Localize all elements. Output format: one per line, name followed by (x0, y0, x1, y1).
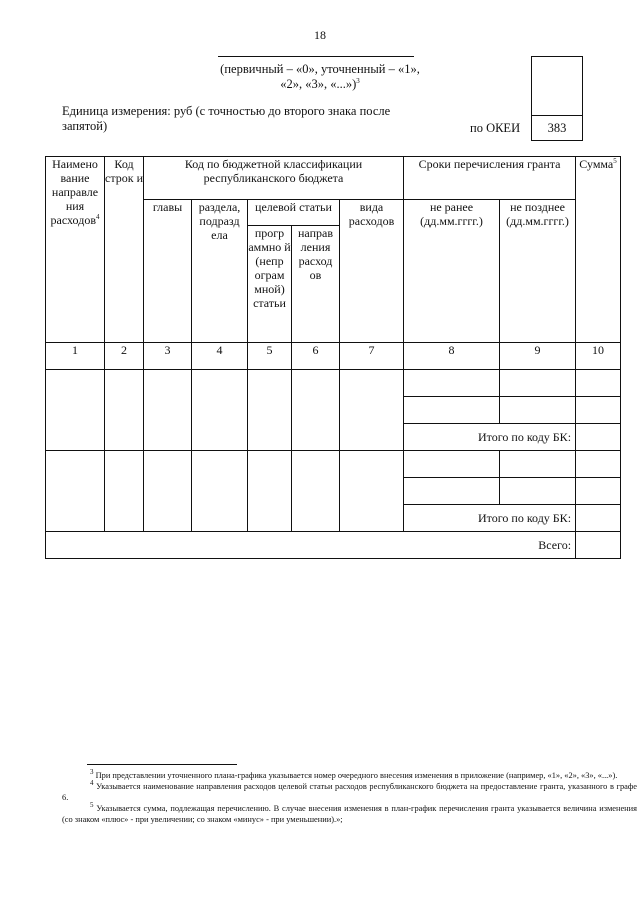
table-cell[interactable] (404, 397, 500, 424)
table-cell[interactable] (192, 370, 248, 451)
report-number-line (218, 56, 414, 57)
okei-label: по ОКЕИ (470, 121, 521, 135)
subtotal-value[interactable] (576, 424, 621, 451)
footnote (62, 781, 637, 803)
col-number: 4 (192, 343, 248, 370)
version-note-footnote-ref: 3 (356, 76, 360, 85)
header-line-code: Код строк и (105, 157, 144, 343)
footnote (62, 803, 637, 825)
col-number: 10 (576, 343, 621, 370)
col-number: 9 (500, 343, 576, 370)
table-cell[interactable] (500, 478, 576, 505)
header-not-later: не позднее (дд.мм.гггг.) (500, 200, 576, 343)
header-not-earlier: не ранее (дд.мм.гггг.) (404, 200, 500, 343)
footnote-ref: 5 (90, 801, 94, 810)
footnote-separator (87, 764, 237, 765)
table-row (46, 451, 621, 478)
header-expense-type: вида расходов (340, 200, 404, 343)
header-sum-footnote-ref: 5 (613, 157, 617, 165)
header-expense-name (46, 157, 105, 343)
table-cell[interactable] (144, 370, 192, 451)
table-cell[interactable] (292, 370, 340, 451)
table-cell[interactable] (500, 451, 576, 478)
unit-of-measure: Единица измерения: руб (с точностью до второго знака после запятой) (62, 104, 391, 133)
footnotes (62, 770, 637, 825)
table-cell[interactable] (576, 370, 621, 397)
footnote (62, 770, 637, 781)
version-note-text: (первичный – «0», уточненный – «1», «2», «3», «...») (220, 62, 420, 91)
page-number: 18 (314, 28, 326, 42)
table-cell[interactable] (404, 370, 500, 397)
table-cell[interactable] (105, 451, 144, 532)
table-cell[interactable] (105, 370, 144, 451)
header-expense-name-text: Наимено вание направле ния расходов (50, 157, 99, 227)
table-cell[interactable] (500, 397, 576, 424)
col-number: 3 (144, 343, 192, 370)
table-cell[interactable] (192, 451, 248, 532)
footnote-text: При представлении уточненного плана-графика указывается номер очередного внесения изменения в приложение (например, «1», «2», «3», «...»). (95, 771, 618, 780)
table-cell[interactable] (576, 397, 621, 424)
table-cell[interactable] (46, 370, 105, 451)
col-number: 7 (340, 343, 404, 370)
footnote-text: Указывается наименование направления расходов целевой статьи расходов республиканского бюджета на предоставление гранта, указанного в графе 6. (62, 782, 638, 802)
subtotal-label: Итого по коду БК: (404, 424, 576, 451)
col-number: 1 (46, 343, 105, 370)
col-number: 8 (404, 343, 500, 370)
transfer-schedule-table (45, 156, 621, 559)
version-note (215, 62, 425, 92)
total-row (46, 532, 621, 559)
total-label: Всего: (46, 532, 576, 559)
table-cell[interactable] (292, 451, 340, 532)
header-chapter: главы (144, 200, 192, 343)
header-expense-direction: направ ления расход ов (292, 226, 340, 343)
table-cell[interactable] (248, 370, 292, 451)
table-row (46, 370, 621, 397)
header-sum-text: Сумма (579, 157, 614, 171)
header-transfer-terms: Сроки перечисления гранта (404, 157, 576, 200)
col-number: 5 (248, 343, 292, 370)
table-cell[interactable] (404, 451, 500, 478)
table-cell[interactable] (144, 451, 192, 532)
code-box-divider (532, 115, 582, 116)
header-program-item: прогр аммно й (непр ограм мной) статьи (248, 226, 292, 343)
col-number: 2 (105, 343, 144, 370)
header-budget-classification: Код по бюджетной классификации республиканского бюджета (144, 157, 404, 200)
footnote-text: Указывается сумма, подлежащая перечислению. В случае внесения изменения в план-график перечисления гранта указывается величина изменения (со знаком «плюс» - при увеличении; со знаком «минус» - при уменьшении).»; (62, 804, 637, 824)
table-cell[interactable] (500, 370, 576, 397)
footnote-ref: 3 (90, 768, 94, 777)
table-cell[interactable] (576, 478, 621, 505)
header-expense-name-footnote-ref: 4 (95, 213, 100, 221)
table-cell[interactable] (340, 451, 404, 532)
table-cell[interactable] (248, 451, 292, 532)
footnote-ref: 4 (90, 779, 94, 788)
table-cell[interactable] (404, 478, 500, 505)
subtotal-value[interactable] (576, 505, 621, 532)
table-cell[interactable] (576, 451, 621, 478)
total-value[interactable] (576, 532, 621, 559)
subtotal-label: Итого по коду БК: (404, 505, 576, 532)
header-sum (576, 157, 621, 343)
table-cell[interactable] (46, 451, 105, 532)
header-target-item: целевой статьи (248, 200, 340, 226)
header-section: раздела, подразд ела (192, 200, 248, 343)
code-box (531, 56, 583, 141)
col-number: 6 (292, 343, 340, 370)
table-cell[interactable] (340, 370, 404, 451)
okei-code: 383 (547, 121, 567, 135)
